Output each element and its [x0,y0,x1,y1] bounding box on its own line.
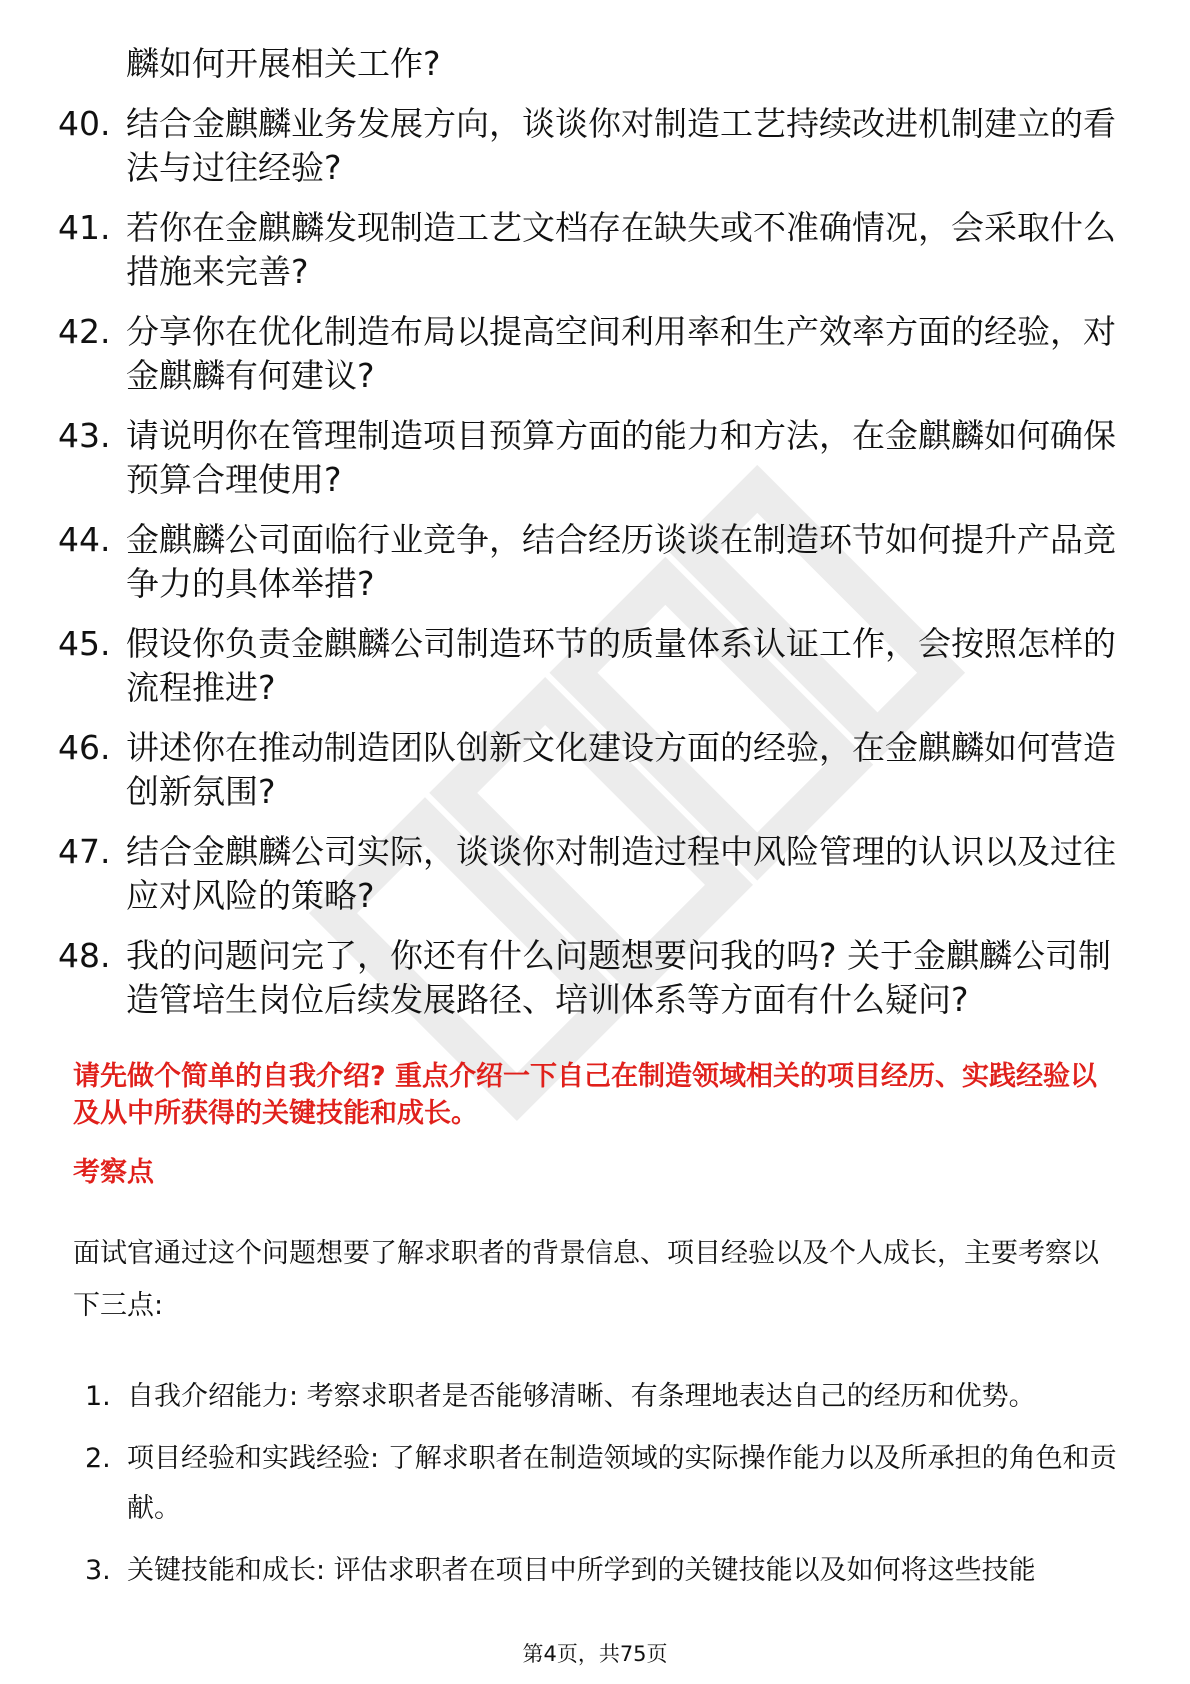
question-text: 我的问题问完了，你还有什么问题想要问我的吗? 关于金麒麟公司制造管培生岗位后续发展路径、培训体系等方面有什么疑问? [126,936,1112,1019]
assessment-point [85,1434,1118,1534]
question-number: 44. [58,520,111,559]
intro-paragraph: 面试官通过这个问题想要了解求职者的背景信息、项目经验以及个人成长，主要考察以下三点: [73,1238,1099,1321]
question-item [58,310,1118,398]
question-text: 金麒麟公司面临行业竞争，结合经历谈谈在制造环节如何提升产品竞争力的具体举措? [126,520,1116,603]
question-item [58,414,1118,502]
question-number: 43. [58,416,111,455]
question-item [58,830,1118,918]
page-footer: 第4页，共75页 [522,1642,668,1666]
question-number: 45. [58,624,111,663]
assessment-points-list [85,1372,1118,1608]
question-text: 结合金麒麟业务发展方向，谈谈你对制造工艺持续改进机制建立的看法与过往经验? [126,104,1116,187]
point-text: 项目经验和实践经验: 了解求职者在制造领域的实际操作能力以及所承担的角色和贡献。 [127,1443,1117,1524]
question-item [58,206,1118,294]
question-item [58,622,1118,710]
question-number: 46. [58,728,111,767]
question-number: 42. [58,312,111,351]
question-text: 结合金麒麟公司实际，谈谈你对制造过程中风险管理的认识以及过往应对风险的策略? [126,832,1116,915]
question-item [58,726,1118,814]
question-text: 若你在金麒麟发现制造工艺文档存在缺失或不准确情况，会采取什么措施来完善? [126,208,1116,291]
point-text: 自我介绍能力: 考察求职者是否能够清晰、有条理地表达自己的经历和优势。 [127,1381,1036,1412]
question-number: 48. [58,936,111,975]
section-title: 考察点 [73,1157,154,1188]
question-item [58,934,1118,1022]
assessment-point [85,1546,1118,1596]
point-number: 2. [85,1443,111,1474]
question-number: 47. [58,832,111,871]
question-text: 假设你负责金麒麟公司制造环节的质量体系认证工作，会按照怎样的流程推进? [126,624,1116,707]
question-number: 41. [58,208,111,247]
question-number: 40. [58,104,111,143]
point-text: 关键技能和成长: 评估求职者在项目中所学到的关键技能以及如何将这些技能 [127,1555,1036,1586]
point-number: 1. [85,1381,111,1412]
highlight-question: 请先做个简单的自我介绍? 重点介绍一下自己在制造领域相关的项目经历、实践经验以及从中所获得的关键技能和成长。 [73,1061,1098,1129]
assessment-point [85,1372,1118,1422]
point-number: 3. [85,1555,111,1586]
question-text: 讲述你在推动制造团队创新文化建设方面的经验，在金麒麟如何营造创新氛围? [126,728,1116,811]
question-item [58,102,1118,190]
continued-question-line: 麟如何开展相关工作? [126,44,441,83]
question-text: 请说明你在管理制造项目预算方面的能力和方法，在金麒麟如何确保预算合理使用? [126,416,1116,499]
question-text: 分享你在优化制造布局以提高空间利用率和生产效率方面的经验，对金麒麟有何建议? [126,312,1116,395]
question-list [58,102,1118,1038]
question-item [58,518,1118,606]
